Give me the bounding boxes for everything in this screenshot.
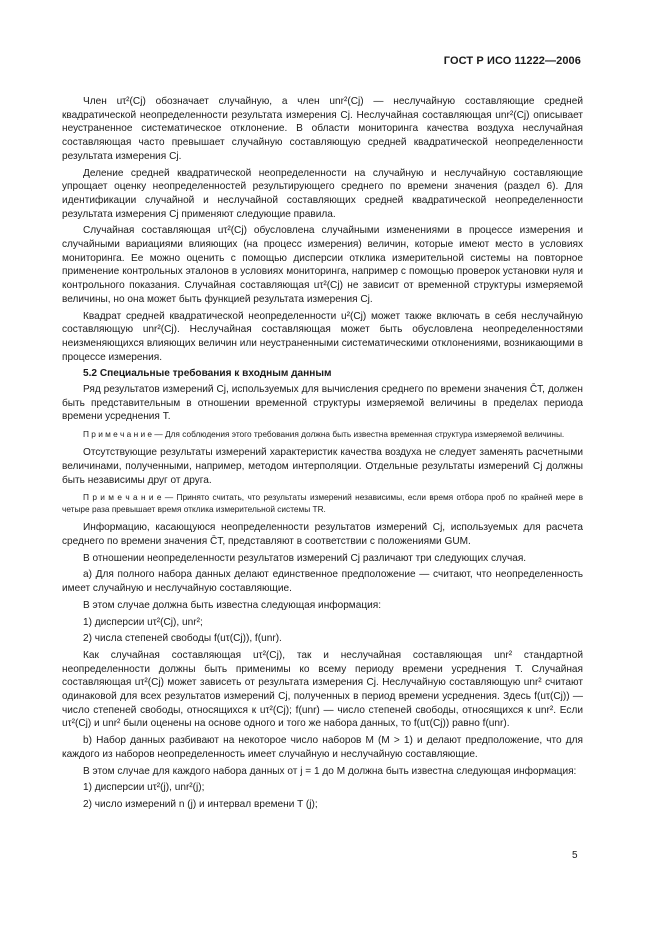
- body-paragraph: В этом случае для каждого набора данных от j = 1 до M должна быть известна следующая информация:: [83, 765, 577, 777]
- standard-header: ГОСТ Р ИСО 11222—2006: [443, 55, 581, 67]
- note-paragraph: П р и м е ч а н и е — Принято считать, что результаты измерений независимы, если время отбора проб по крайней мере в четыре раза превышает время отклика измерительной системы TR.: [62, 492, 583, 515]
- list-item: 1) дисперсии uτ²(j), unr²(j);: [83, 782, 205, 794]
- body-paragraph: Как случайная составляющая uτ²(Cj), так и неслучайная составляющая unr² стандартной неопределенности должны быть применимы ко всему периоду времени усреднения T. Случайная составляющая uτ²(Cj) может зависеть от результата измерения Cj. Неслучайную составляющую unr² считают одинаковой для всех результатов измерений Cj, полученных в период времени усреднения. Здесь f(uτ(Cj)) — число степеней свободы, относящихся к uτ²(Cj); f(unr) — число степеней свободы, относящихся к unr². Если uτ²(Cj) и unr² были оценены на основе одного и того же набора данных, то f(uτ(Cj)) равно f(unr).: [62, 649, 583, 730]
- section-heading: 5.2 Специальные требования к входным данным: [83, 368, 332, 380]
- body-paragraph: Член uτ²(Cj) обозначает случайную, а член unr²(Cj) — неслучайную составляющие средней квадратической неопределенности результата измерения Cj. Неслучайная составляющая unr²(Cj) описывает неустраненное систематическое отклонение. В области мониторинга качества воздуха неслучайная составляющая часто превышает случайную составляющую средней квадратической неопределенности результата измерения Cj.: [62, 96, 583, 162]
- body-paragraph: Отсутствующие результаты измерений характеристик качества воздуха не следует заменять расчетными величинами, полученными, например, методом интерполяции. Отдельные результаты измерений Cj должны быть независимы друг от друга.: [62, 447, 583, 486]
- list-item: 2) числа степеней свободы f(uτ(Cj)), f(unr).: [83, 633, 282, 645]
- body-paragraph: В этом случае должна быть известна следующая информация:: [83, 599, 382, 611]
- body-paragraph: Информацию, касающуюся неопределенности результатов измерений Cj, используемых для расчета среднего по времени значения C̄T, представляют в соответствии с положениями GUM.: [62, 522, 583, 547]
- page-number: 5: [572, 850, 578, 861]
- body-paragraph: Ряд результатов измерений Cj, используемых для вычисления среднего по времени значения C̄T, должен быть представительным в отношении временной структуры измеряемой величины в пределах периода времени усреднения T.: [62, 384, 583, 423]
- body-paragraph: Квадрат средней квадратической неопределенности u²(Cj) может также включать в себя неслучайную составляющую unr²(Cj). Неслучайная составляющая может быть обусловлена неопределенностями неизменяющихся влияющих величин или неустраненными систематическими отклонениями, возникающими в процессе измерения.: [62, 310, 583, 363]
- body-paragraph: Деление средней квадратической неопределенности на случайную и неслучайную составляющие упрощает оценку неопределенностей результирующего среднего по времени значения (раздел 6). Для идентификации случайной и неслучайной составляющих средней квадратической неопределенности результата измерения Cj применяют следующие правила.: [62, 167, 583, 220]
- body-paragraph: Случайная составляющая uτ²(Cj) обусловлена случайными изменениями в процессе измерения и случайными вариациями влияющих (на процесс измерения) величин, которые имеют место в условиях мониторинга. Ее можно оценить с помощью дисперсии отклика измерительной системы на повторное применение контрольных эталонов в условиях мониторинга, например с помощью проверок установки нуля и контрольного показания. Случайная составляющая uτ²(Cj) не зависит от временной структуры измеряемой величины, но она может быть функцией результата измерения Cj.: [62, 225, 583, 305]
- body-paragraph: b) Набор данных разбивают на некоторое число наборов M (M > 1) и делают предположение, что для каждого из наборов неопределенность имеет случайную и неслучайную составляющие.: [62, 735, 583, 760]
- page-body: [62, 95, 583, 815]
- body-paragraph: В отношении неопределенности результатов измерений Cj различают три следующих случая.: [83, 552, 527, 564]
- list-item: 1) дисперсии uτ²(Cj), unr²;: [83, 616, 203, 628]
- list-item: 2) число измерений n (j) и интервал времени T (j);: [83, 798, 318, 810]
- body-paragraph: а) Для полного набора данных делают единственное предположение — считают, что неопределенность имеет случайную и неслучайную составляющие.: [62, 569, 583, 595]
- note-paragraph: П р и м е ч а н и е — Для соблюдения этого требования должна быть известна временная структура измеряемой величины.: [83, 429, 565, 440]
